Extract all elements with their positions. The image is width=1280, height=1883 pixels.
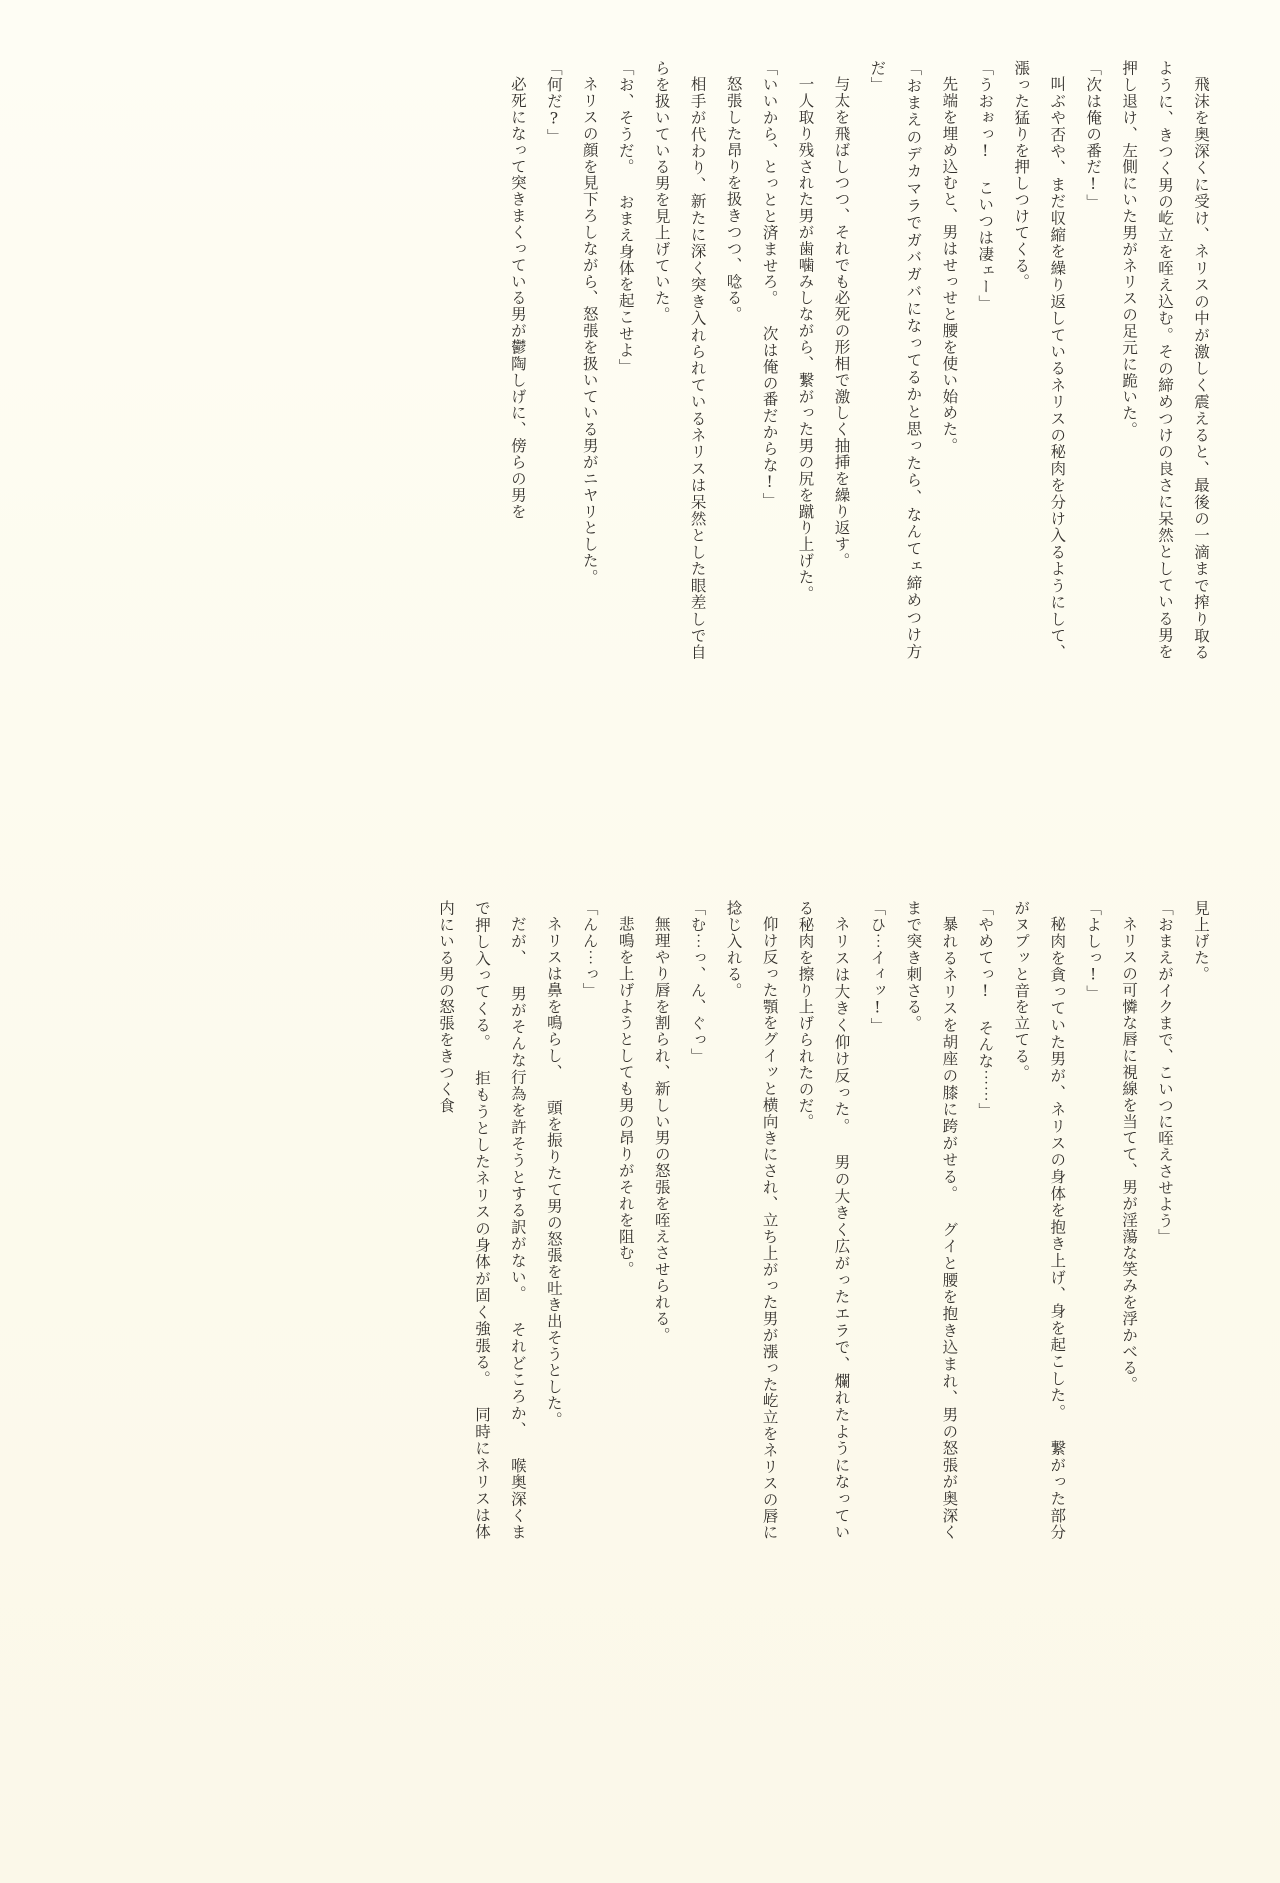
paragraph: 「おまえがイクまで、こいつに咥えさせよう」 <box>1156 900 1175 1246</box>
paragraph: 叫ぶや否や、まだ収縮を繰り返しているネリスの秘肉を分け入るようにして、漲った猛りを押しつけてくる。 <box>1012 60 1067 660</box>
paragraph: 見上げた。 <box>1192 900 1210 983</box>
paragraph: 「む⋯っ、ん、ぐっ」 <box>688 900 707 1065</box>
paragraph: 「うおぉっ! こいつは凄ェー」 <box>976 60 995 312</box>
paragraph: 先端を埋め込むと、男はせっせと腰を使い始めた。 <box>940 75 959 454</box>
paragraph: 「おまえのデカマラでガバガバになってるかと思ったら、なんてェ締めつけ方だ」 <box>868 60 923 660</box>
paragraph: 無理やり唇を割られ、新しい男の怒張を咥えさせられる。 <box>652 915 671 1343</box>
paragraph: 怒張した昂りを扱きつつ、唸る。 <box>724 75 743 322</box>
paragraph: ネリスは大きく仰け反った。 男の大きく広がったエラで、爛れたようになっている秘肉を擦り上げられたのだ。 <box>796 900 851 1540</box>
paragraph: ネリスは鼻を鳴らし、 頭を振りたて男の怒張を吐き出そうとした。 <box>544 915 563 1428</box>
paragraph: 「んん⋯っ」 <box>580 900 599 999</box>
paragraph: 与太を飛ばしつつ、それでも必死の形相で激しく抽挿を繰り返す。 <box>832 75 851 569</box>
paragraph: 「よしっ!」 <box>1084 900 1103 1002</box>
text-block-upper <box>428 60 1218 660</box>
paragraph: 秘肉を貪っていた男が、ネリスの身体を抱き上げ、身を起こした。 繋がった部分がヌプッと音を立てる。 <box>1012 900 1067 1540</box>
paragraph: 飛沫を奥深くに受け、ネリスの中が激しく震えると、最後の一滴まで搾り取るように、きつく男の屹立を咥え込む。その締めつけの良さに呆然としている男を押し退け、左側にいた男がネリスの足元に跪いた。 <box>1120 60 1210 660</box>
paragraph: 一人取り残された男が歯噛みしながら、繋がった男の尻を蹴り上げた。 <box>796 75 815 602</box>
paragraph: 「何だ?」 <box>544 60 563 145</box>
paragraph: 暴れるネリスを胡座の膝に跨がせる。 グイと腰を抱き込まれ、男の怒張が奥深くまで突き刺さる。 <box>904 900 959 1540</box>
paragraph: 「お、そうだ。 おまえ身体を起こせよ」 <box>616 60 635 375</box>
text-block-lower <box>418 900 1218 1540</box>
paragraph: 悲鳴を上げようとしても男の昂りがそれを阻む。 <box>616 915 635 1277</box>
paragraph: 「いいから、とっとと済ませろ。 次は俺の番だからな!」 <box>760 60 779 509</box>
paragraph: だが、 男がそんな行為を許そうとする訳がない。 それどころか、 喉奥深くまで押し入ってくる。 拒もうとしたネリスの身体が固く強張る。 同時にネリスは体内にいる男の怒張をきつく食 <box>436 900 527 1540</box>
paragraph: 「ひ⋯イィッ!」 <box>868 900 887 1034</box>
paragraph: 「やめてっ! そんな⋯⋯」 <box>976 900 995 1119</box>
paragraph: 「次は俺の番だ!」 <box>1084 60 1103 211</box>
paragraph: 必死になって突きまくっている男が鬱陶しげに、傍らの男を <box>508 75 527 520</box>
paragraph: 仰け反った顎をグイッと横向きにされ、立ち上がった男が漲った屹立をネリスの唇に捻じ入れる。 <box>724 900 779 1540</box>
paragraph: 相手が代わり、新たに深く突き入れられているネリスは呆然とした眼差しで自らを扱いている男を見上げていた。 <box>652 60 707 660</box>
paragraph: ネリスの可憐な唇に視線を当てて、男が淫蕩な笑みを浮かべる。 <box>1120 915 1139 1392</box>
paragraph: ネリスの顔を見下ろしながら、怒張を扱いている男がニヤリとした。 <box>580 75 599 585</box>
